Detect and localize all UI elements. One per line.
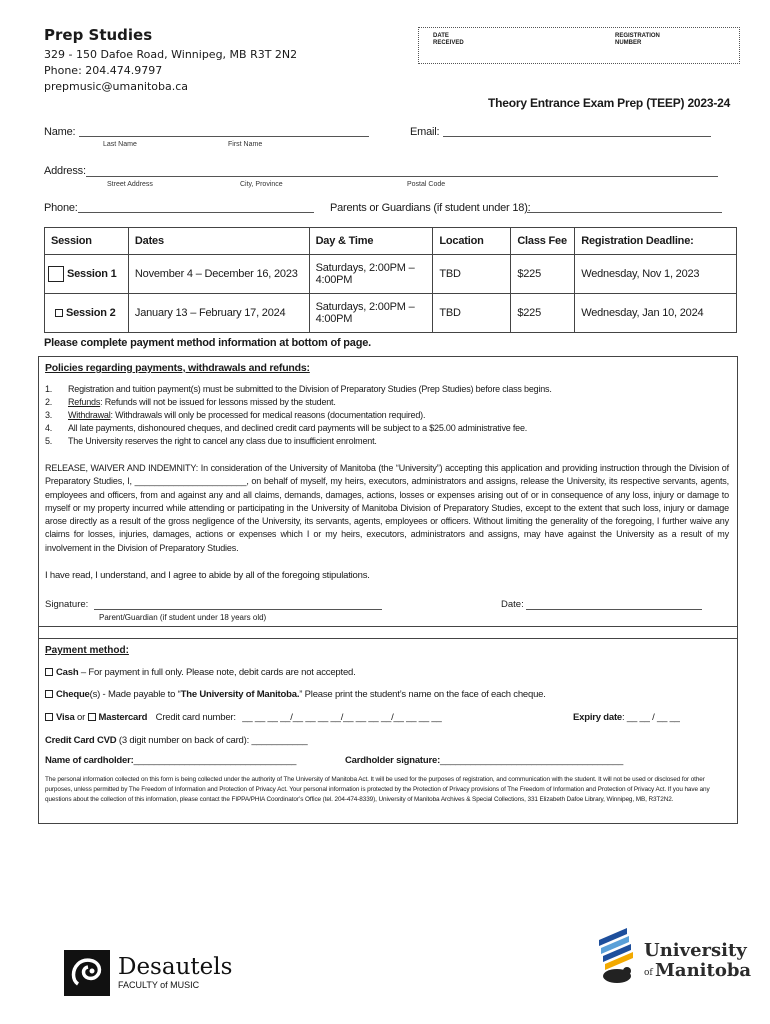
city-province-sub: City, Province — [240, 181, 283, 188]
expiry-field[interactable]: Expiry date: __ __ / __ __ — [573, 712, 680, 723]
header-registration-deadline: Registration Deadline: — [575, 228, 737, 255]
session-1-checkbox[interactable] — [48, 266, 64, 282]
section-divider — [38, 626, 738, 639]
form-title: Theory Entrance Exam Prep (TEEP) 2023-24 — [488, 96, 731, 110]
deadline-cell: Wednesday, Jan 10, 2024 — [575, 294, 737, 333]
address-label: Address: — [44, 165, 86, 177]
visa-checkbox[interactable] — [45, 713, 53, 721]
signature-label: Signature: — [45, 599, 89, 610]
location-cell: TBD — [433, 294, 511, 333]
guardians-label: Parents or Guardians (if student under 18): — [330, 202, 531, 214]
cc-number-field[interactable]: __ __ __ __/__ __ __ __/__ __ __ __/__ __ __ __ — [242, 712, 442, 723]
payment-note: Please complete payment method information at bottom of page. — [44, 337, 372, 349]
session-label: Session 1 — [67, 267, 117, 280]
org-address: 329 - 150 Dafoe Road, Winnipeg, MB R3T 2N2 — [44, 48, 298, 61]
email-label: Email: — [410, 126, 440, 138]
sessions-table — [44, 227, 737, 333]
date-label: Date: — [501, 599, 524, 610]
policies-list — [45, 383, 552, 448]
header-location: Location — [433, 228, 511, 255]
guardians-field[interactable] — [527, 201, 722, 213]
policies-heading: Policies regarding payments, withdrawals and refunds: — [45, 362, 310, 374]
signature-sub: Parent/Guardian (if student under 18 years old) — [99, 613, 267, 622]
cardholder-name-field[interactable]: Name of cardholder:________________________________ — [45, 755, 297, 766]
mastercard-checkbox[interactable] — [88, 713, 96, 721]
payment-heading: Payment method: — [45, 645, 129, 656]
address-field[interactable] — [86, 165, 718, 177]
credit-card-option[interactable]: Visa or Mastercard Credit card number: __ __ __ __/__ __ __ __/__ __ __ __/__ __ __ __ — [45, 712, 442, 723]
cheque-option[interactable]: Cheque(s) - Made payable to “The University of Manitoba.” Please print the student’s name on the face of each cheque. — [45, 689, 546, 700]
desautels-emblem-icon — [64, 950, 110, 996]
cash-checkbox[interactable] — [45, 668, 53, 676]
location-cell: TBD — [433, 255, 511, 294]
university-crest-icon — [597, 926, 637, 988]
privacy-notice: The personal information collected on this form is being collected under the authority of The University of Manitoba Act. It will be used for the purposes of registration, and communication with the student. It will not be used or disclosed for other purposes, unless permitted by The Freedom of Information and Protection of Privacy Act. Your personal information is protected by the Protection of Privacy provisions of The Freedom of Information and Protection of Privacy Act. If you have any questions about the collection of this information, please contact the FIPPA/PHIA Coordinator’s Office (tel. 204-474-8339), University of Manitoba Archives & Special Collections, 331 Elizabeth Dafoe Library, Winnipeg, MB, R3T2N2. — [45, 776, 710, 803]
phone-label: Phone: — [44, 202, 78, 214]
table-row — [45, 294, 737, 333]
cardholder-signature-field[interactable]: Cardholder signature:____________________________________ — [345, 755, 624, 766]
cash-option[interactable]: Cash – For payment in full only. Please note, debit cards are not accepted. — [45, 667, 356, 678]
name-field[interactable] — [79, 125, 369, 137]
day-time-cell: Saturdays, 2:00PM – 4:00PM — [309, 294, 433, 333]
org-email: prepmusic@umanitoba.ca — [44, 80, 189, 93]
manitoba-wordmark: Manitoba — [655, 960, 752, 981]
fee-cell: $225 — [511, 255, 575, 294]
faculty-wordmark: FACULTY of MUSIC — [118, 980, 200, 990]
date-received-label: DATE RECEIVED — [433, 33, 464, 46]
dates-cell: January 13 – February 17, 2024 — [128, 294, 309, 333]
of-wordmark: of — [644, 968, 653, 978]
email-field[interactable] — [443, 125, 711, 137]
name-label: Name: — [44, 126, 76, 138]
last-name-sub: Last Name — [103, 141, 137, 148]
list-item: 1. Registration and tuition payment(s) must be submitted to the Division of Preparatory Studies (Prep Studies) before class begins. — [45, 384, 552, 394]
day-time-cell: Saturdays, 2:00PM – 4:00PM — [309, 255, 433, 294]
list-item: 3. Withdrawal: Withdrawals will only be processed for medical reasons (documentation required). — [45, 410, 426, 420]
date-field[interactable] — [526, 598, 702, 610]
header-day-time: Day & Time — [309, 228, 433, 255]
postal-code-sub: Postal Code — [407, 181, 446, 188]
header-dates: Dates — [128, 228, 309, 255]
list-item: 4. All late payments, dishonoured cheques, and declined credit card payments will be subject to a $25.00 administrative fee. — [45, 423, 528, 433]
desautels-wordmark: Desautels — [118, 954, 233, 980]
header-class-fee: Class Fee — [511, 228, 575, 255]
deadline-cell: Wednesday, Nov 1, 2023 — [575, 255, 737, 294]
list-item: 2. Refunds: Refunds will not be issued for lessons missed by the student. — [45, 397, 336, 407]
session-cell — [45, 255, 129, 294]
session-cell — [45, 294, 129, 333]
session-label: Session 2 — [66, 307, 116, 319]
policies-section — [38, 356, 738, 626]
cvd-field[interactable]: Credit Card CVD (3 digit number on back of card): ___________ — [45, 735, 308, 746]
street-address-sub: Street Address — [107, 181, 153, 188]
phone-field[interactable] — [78, 201, 314, 213]
fee-cell: $225 — [511, 294, 575, 333]
table-row — [45, 255, 737, 294]
payment-section — [38, 639, 738, 824]
cheque-checkbox[interactable] — [45, 690, 53, 698]
cc-number-label: Credit card number: — [155, 712, 236, 723]
university-wordmark: University — [644, 940, 747, 961]
dates-cell: November 4 – December 16, 2023 — [128, 255, 309, 294]
session-2-checkbox[interactable] — [55, 309, 63, 317]
org-phone: Phone: 204.474.9797 — [44, 64, 163, 77]
header-session: Session — [45, 228, 129, 255]
signature-field[interactable] — [94, 598, 382, 610]
office-use-box — [418, 27, 740, 64]
release-waiver-text: RELEASE, WAIVER AND INDEMNITY: In consideration of the University of Manitoba (the “University”) accepting this application and providing instruction through the Division of Preparatory Studies, I, _______________________, on behalf of myself, my heirs, executors, administrators and assigns, release the University, its respective servants, agents, employees and officers, from and against any and all claims, demands, damages, actions, losses or expenses arising out of or in consequence of any loss, injury or damage to myself or my property incurred while attending or participating in the University of Manitoba Division of Preparatory Studies, except to the extent that such loss, injury or damage arose directly as a result of the gross negligence of the University, its servants, agents, employees or officers. Without limiting the generality of the foregoing, I further waive any claims for losses, injuries, damages, actions or expenses which I or my heirs, executors, administrators and assigns, may have against the University as a result of my involvement in the Division of Preparatory Studies. — [45, 463, 729, 553]
agreement-statement: I have read, I understand, and I agree to abide by all of the foregoing stipulations. — [45, 570, 370, 581]
org-name: Prep Studies — [44, 26, 153, 44]
first-name-sub: First Name — [228, 141, 263, 148]
registration-number-label: REGISTRATION NUMBER — [615, 33, 660, 46]
table-header-row — [45, 228, 737, 255]
list-item: 5. The University reserves the right to cancel any class due to insufficient enrolment. — [45, 436, 377, 446]
